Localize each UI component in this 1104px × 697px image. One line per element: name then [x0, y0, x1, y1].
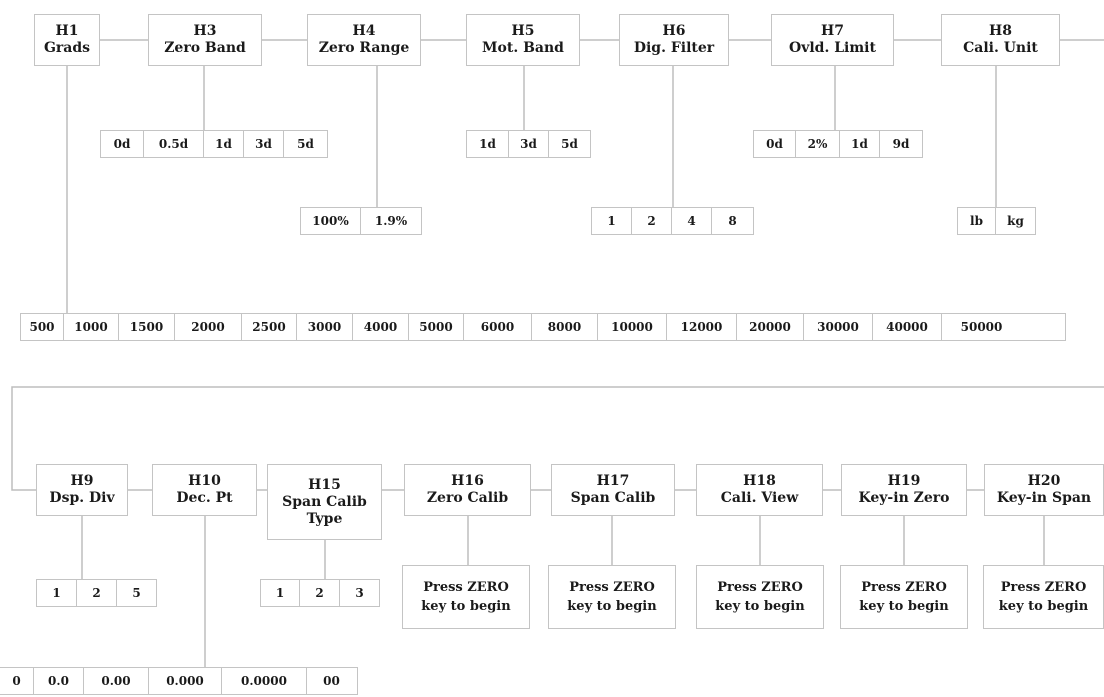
node-h8-cali-unit — [941, 14, 1060, 66]
node-title: Cali. Unit — [963, 40, 1038, 56]
message-h18 — [696, 565, 824, 629]
node-h4-zero-range — [307, 14, 421, 66]
option-cell: 8000 — [532, 314, 598, 340]
message-line: key to begin — [859, 599, 949, 614]
message-line: Press ZERO — [569, 580, 655, 595]
option-cell: 1d — [840, 131, 880, 157]
option-cell: 50000 — [960, 320, 1003, 334]
options-grads — [20, 313, 1066, 341]
node-title: Span Calib — [570, 490, 656, 506]
node-title: Zero Calib — [426, 490, 509, 506]
message-h19 — [840, 565, 968, 629]
option-cell: 1 — [37, 580, 77, 606]
option-cell: 1 — [592, 208, 632, 234]
option-cell: 4000 — [353, 314, 409, 340]
option-cell: lb — [958, 208, 996, 234]
options-span-calib-type — [260, 579, 380, 607]
option-cell: 0.000 — [149, 668, 222, 694]
option-cell: 1d — [204, 131, 244, 157]
node-code: H19 — [887, 473, 921, 489]
node-h6-dig-filter — [619, 14, 729, 66]
node-title: Grads — [43, 40, 91, 56]
options-mot-band — [466, 130, 591, 158]
node-code: H16 — [451, 473, 484, 489]
node-code: H15 — [308, 476, 341, 493]
message-line: key to begin — [715, 599, 805, 614]
node-code: H5 — [511, 23, 535, 39]
node-code: H8 — [989, 23, 1012, 39]
options-ovld-limit — [753, 130, 923, 158]
node-title: Key-in Zero — [858, 490, 950, 506]
option-cell: 5 — [132, 586, 141, 600]
node-h19-key-in-zero — [841, 464, 967, 516]
node-h15-span-calib-type — [267, 464, 382, 540]
option-cell: 3000 — [297, 314, 353, 340]
node-title: Zero Band — [164, 40, 246, 56]
option-cell: kg — [1007, 214, 1024, 228]
option-cell: 30000 — [804, 314, 873, 340]
node-code: H10 — [188, 473, 221, 489]
option-cell: 100% — [301, 208, 361, 234]
node-title: Dec. Pt — [176, 490, 233, 506]
option-cell: 3d — [509, 131, 549, 157]
node-h1-grads — [34, 14, 100, 66]
node-code: H3 — [193, 23, 217, 39]
message-line: key to begin — [421, 599, 511, 614]
option-cell: 2000 — [175, 314, 242, 340]
node-code: H7 — [821, 23, 844, 39]
node-h10-dec-pt — [152, 464, 257, 516]
message-line: Press ZERO — [717, 580, 803, 595]
option-cell: 0.00 — [84, 668, 149, 694]
node-title: Mot. Band — [482, 40, 564, 56]
node-code: H18 — [743, 473, 776, 489]
message-line: Press ZERO — [861, 580, 947, 595]
option-cell: 0.0 — [34, 668, 84, 694]
options-zero-range — [300, 207, 422, 235]
option-cell: 00 — [323, 674, 340, 688]
option-cell: 0d — [101, 131, 144, 157]
node-code: H9 — [70, 473, 94, 489]
node-title: Dig. Filter — [633, 40, 715, 56]
option-cell: 2500 — [242, 314, 297, 340]
option-cell: 12000 — [667, 314, 737, 340]
node-h3-zero-band — [148, 14, 262, 66]
options-dig-filter — [591, 207, 754, 235]
option-cell: 5000 — [409, 314, 464, 340]
option-cell: 1 — [261, 580, 300, 606]
option-cell: 2 — [632, 208, 672, 234]
node-h16-zero-calib — [404, 464, 531, 516]
option-cell: 5d — [297, 137, 314, 151]
options-cali-unit — [957, 207, 1036, 235]
option-cell: 40000 — [873, 314, 942, 340]
option-cell: 6000 — [464, 314, 532, 340]
option-cell: 1500 — [119, 314, 175, 340]
node-title: Span Calib — [282, 493, 367, 510]
node-code: H1 — [55, 23, 79, 39]
option-cell: 0.5d — [144, 131, 204, 157]
option-cell: 2 — [77, 580, 117, 606]
node-code: H20 — [1027, 473, 1061, 489]
message-line: key to begin — [567, 599, 657, 614]
option-cell: 1.9% — [374, 214, 408, 228]
message-line: key to begin — [998, 599, 1089, 614]
option-cell: 3 — [355, 586, 364, 600]
node-title: Zero Range — [318, 40, 410, 56]
message-h20 — [983, 565, 1104, 629]
node-h5-mot-band — [466, 14, 580, 66]
message-line: Press ZERO — [1000, 580, 1087, 595]
options-zero-band — [100, 130, 328, 158]
option-cell: 10000 — [598, 314, 667, 340]
node-title-line2: Type — [306, 510, 343, 527]
option-cell: 3d — [244, 131, 284, 157]
option-cell: 9d — [892, 137, 910, 151]
option-cell: 1000 — [64, 314, 119, 340]
node-code: H6 — [662, 23, 686, 39]
node-title: Key-in Span — [996, 490, 1092, 506]
message-h16 — [402, 565, 530, 629]
node-code: H4 — [352, 23, 376, 39]
option-cell: 4 — [672, 208, 712, 234]
node-h18-cali-view — [696, 464, 823, 516]
option-cell: 2% — [796, 131, 840, 157]
message-line: Press ZERO — [423, 580, 509, 595]
option-cell: 0 — [0, 668, 34, 694]
option-cell: 0d — [754, 131, 796, 157]
node-title: Ovld. Limit — [789, 40, 876, 56]
option-cell: 500 — [21, 314, 64, 340]
node-h7-ovld-limit — [771, 14, 894, 66]
options-dec-pt — [0, 667, 358, 695]
node-title: Cali. View — [720, 490, 799, 506]
node-h9-dsp-div — [36, 464, 128, 516]
option-cell: 8 — [728, 214, 737, 228]
option-cell: 5d — [561, 137, 578, 151]
option-cell: 2 — [300, 580, 340, 606]
message-h17 — [548, 565, 676, 629]
node-code: H17 — [596, 473, 630, 489]
node-h17-span-calib — [551, 464, 675, 516]
options-dsp-div — [36, 579, 157, 607]
option-cell: 20000 — [737, 314, 804, 340]
node-h20-key-in-span — [984, 464, 1104, 516]
option-cell: 0.0000 — [222, 668, 307, 694]
node-title: Dsp. Div — [49, 490, 115, 506]
option-cell: 1d — [467, 131, 509, 157]
